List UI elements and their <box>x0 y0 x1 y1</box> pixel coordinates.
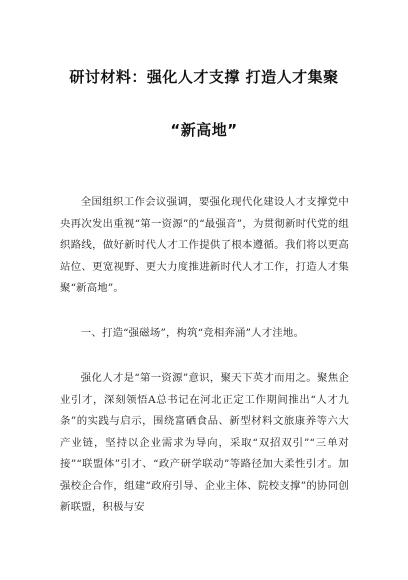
section-heading-1: 一、打造“强磁场”，构筑“竞相奔涌”人才洼地。 <box>80 327 305 339</box>
paragraph-section1: 强化人才是“第一资源”意识，聚天下英才而用之。聚焦企业引才，深刻领悟A总书记在河北正定工作期间推出“人才九条”的实践与启示，围绕富硒食品、新型材料文旅康养等六大产业链，坚持以企业需求为导向，采取“双招双引”“三单对接”“联盟体”引才、“政产研学联动”等路径加大柔性引才。加强校企合作，组建“政府引导、企业主体、院校支撑”的协同创新联盟，积极与安 <box>60 372 349 513</box>
document-title-line2: “新高地” <box>170 121 238 139</box>
document-title-line1: 研讨材料：强化人才支撑 打造人才集聚 <box>69 68 339 86</box>
paragraph-intro: 全国组织工作会议强调，要强化现代化建设人才支撑党中央再次发出重视“第一资源”的“最强音”，为贯彻新时代党的组织路线，做好新时代人才工作提供了根本遵循。我们将以更高站位、更宽视野、更大力度推进新时代人才工作，打造人才集聚“新高地”。 <box>60 196 349 294</box>
